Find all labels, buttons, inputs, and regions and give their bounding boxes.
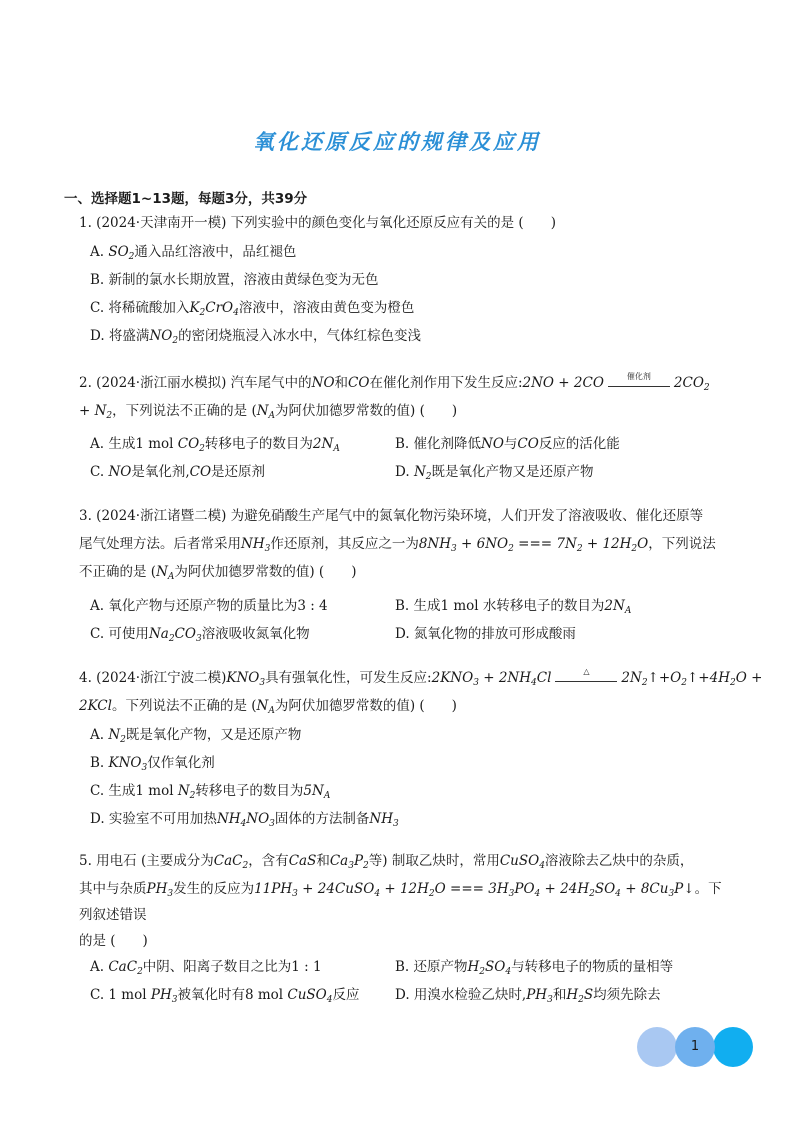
page-number: 1 bbox=[675, 1027, 715, 1067]
q4-option-a: A. $N_2$既是氧化产物，又是还原产物 bbox=[90, 727, 302, 745]
q2-stem-line2: + $N_2$，下列说法不正确的是 ($N_A$为阿伏加德罗常数的值) ( ) bbox=[79, 403, 458, 421]
q2-option-d: D. $N_2$既是氧化产物又是还原产物 bbox=[395, 464, 594, 482]
q5-option-a: A. CaC$_2$中阴、阳离子数目之比为1 : 1 bbox=[90, 959, 322, 977]
q1-stem: 1. (2024·天津南开一模) 下列实验中的颜色变化与氧化还原反应有关的是 ( ) bbox=[79, 215, 556, 231]
page-indicator bbox=[637, 1027, 752, 1067]
q3-option-d: D. 氮氧化物的排放可形成酸雨 bbox=[395, 626, 576, 642]
heat-arrow: △ bbox=[555, 672, 617, 686]
q5-option-b: B. 还原产物$H_2SO_4$与转移电子的物质的量相等 bbox=[395, 959, 674, 977]
pager-dot-left bbox=[637, 1027, 677, 1067]
q5-option-d: D. 用溴水检验乙炔时$,PH_3$和$H_2S$均须先除去 bbox=[395, 987, 661, 1005]
q2-option-a: A. 生成1 mol $CO_2$转移电子的数目为$2N_A$ bbox=[90, 436, 340, 454]
q3-stem-line2: 尾气处理方法。后者常采用$NH_3$作还原剂，其反应之一为$8NH_3 + 6NO_2$ === $7N_2 + 12H_2O$，下列说法 bbox=[79, 536, 716, 554]
q2-option-c: C. NO是氧化剂,CO是还原剂 bbox=[90, 464, 266, 480]
catalyst-arrow: 催化剂 bbox=[608, 377, 670, 391]
section-heading: 一、选择题1~13题，每题3分，共39分 bbox=[64, 191, 308, 207]
q1-option-b: B. 新制的氯水长期放置，溶液由黄绿色变为无色 bbox=[90, 272, 379, 288]
q3-stem-line3: 不正确的是 ($N_A$为阿伏加德罗常数的值) ( ) bbox=[79, 564, 357, 582]
q1-option-d: D. 将盛满$NO_2$的密闭烧瓶浸入冰水中，气体红棕色变浅 bbox=[90, 328, 422, 346]
q3-option-c: C. 可使用$Na_2CO_3$溶液吸收氮氧化物 bbox=[90, 626, 310, 644]
q3-option-b: B. 生成1 mol 水转移电子的数目为$2N_A$ bbox=[395, 598, 632, 616]
q5-stem-line2: 其中与杂质$PH_3$发生的反应为$11PH_3$ + 24CuSO$_4$ + $12H_2O$ === $3H_3PO_4 + 24H_2SO_4$ + $8Cu_3P↓$。下 bbox=[79, 881, 722, 899]
q5-option-c: C. 1 mol $PH_3$被氧化时有8 mol CuSO$_4$反应 bbox=[90, 987, 360, 1005]
q4-stem-line1: 4. (2024·浙江宁波二模)$KNO_3$具有强氧化性，可发生反应$:2KNO_3 + 2NH_4Cl$ △ $2N_2↑+O_2↑+4H_2O$ + bbox=[79, 666, 763, 688]
q5-stem-line4: 的是 ( ) bbox=[79, 933, 148, 949]
q1-option-c: C. 将稀硫酸加入$K_2CrO_4$溶液中，溶液由黄色变为橙色 bbox=[90, 300, 415, 318]
q4-stem-line2: 2KCl。下列说法不正确的是 ($N_A$为阿伏加德罗常数的值) ( ) bbox=[79, 698, 457, 716]
q4-option-d: D. 实验室不可用加热$NH_4NO_3$固体的方法制备$NH_3$ bbox=[90, 811, 399, 829]
page-title: 氧化还原反应的规律及应用 bbox=[253, 130, 541, 154]
q3-stem-line1: 3. (2024·浙江诸暨二模) 为避免硝酸生产尾气中的氮氧化物污染环境，人们开发了溶液吸收、催化还原等 bbox=[79, 508, 704, 524]
q4-option-b: B. $KNO_3$仅作氧化剂 bbox=[90, 755, 215, 773]
q3-option-a: A. 氧化产物与还原产物的质量比为3 : 4 bbox=[90, 598, 328, 614]
q2-stem-line1: 2. (2024·浙江丽水模拟) 汽车尾气中的NO和CO在催化剂作用下发生反应:2NO + 2CO 催化剂 $2CO_2$ bbox=[79, 371, 710, 393]
q4-option-c: C. 生成1 mol $N_2$转移电子的数目为$5N_A$ bbox=[90, 783, 331, 801]
q5-stem-line3: 列叙述错误 bbox=[79, 907, 147, 923]
q1-option-a: A. $SO_2$通入品红溶液中，品红褪色 bbox=[90, 244, 297, 262]
q5-stem-line1: 5. 用电石 (主要成分为CaC$_2$，含有CaS和$Ca_3P_2$等) 制取乙炔时，常用CuSO$_4$溶液除去乙炔中的杂质， bbox=[79, 853, 694, 871]
q2-option-b: B. 催化剂降低NO与CO反应的活化能 bbox=[395, 436, 620, 452]
pager-dot-right bbox=[713, 1027, 753, 1067]
